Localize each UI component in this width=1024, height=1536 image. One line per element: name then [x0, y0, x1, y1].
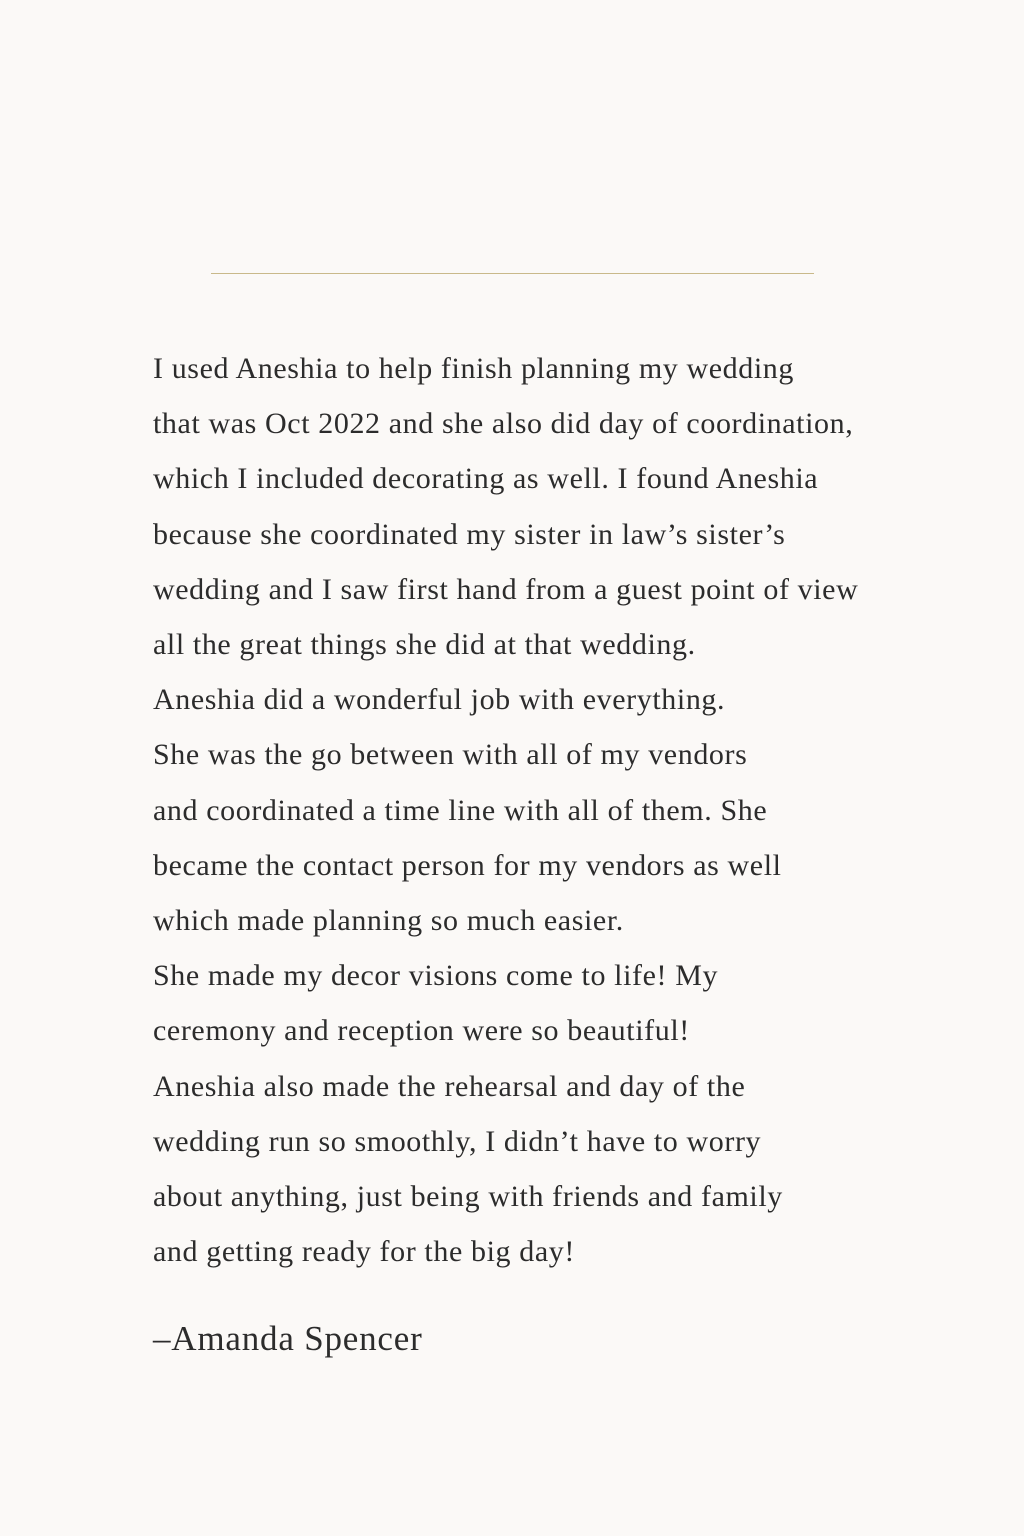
testimonial-line: wedding run so smoothly, I didn’t have to worry [153, 1124, 762, 1158]
testimonial-line: became the contact person for my vendors as well [153, 848, 782, 882]
testimonial-line: and coordinated a time line with all of them. She [153, 793, 768, 827]
gold-divider-line [211, 273, 814, 274]
testimonial-line: about anything, just being with friends and family [153, 1180, 783, 1214]
testimonial-line: that was Oct 2022 and she also did day of coordination, [153, 407, 854, 441]
testimonial-line: She made my decor visions come to life! My [153, 959, 719, 993]
testimonial-text [153, 341, 1003, 1279]
testimonial-line: Aneshia also made the rehearsal and day of the [153, 1069, 746, 1103]
testimonial-line: ceremony and reception were so beautiful! [153, 1014, 690, 1048]
testimonial-line: which I included decorating as well. I found Aneshia [153, 462, 819, 496]
testimonial-line: Aneshia did a wonderful job with everything. [153, 683, 726, 717]
testimonial-line: wedding and I saw first hand from a guest point of view [153, 572, 859, 606]
testimonial-line: all the great things she did at that wedding. [153, 628, 696, 662]
testimonial-line: She was the go between with all of my vendors [153, 738, 748, 772]
testimonial-author: –Amanda Spencer [153, 1319, 423, 1358]
testimonial-line: which made planning so much easier. [153, 904, 624, 938]
testimonial-line: and getting ready for the big day! [153, 1235, 575, 1269]
testimonial-line: I used Aneshia to help finish planning my wedding [153, 352, 794, 385]
testimonial-line: because she coordinated my sister in law’s sister’s [153, 517, 786, 551]
